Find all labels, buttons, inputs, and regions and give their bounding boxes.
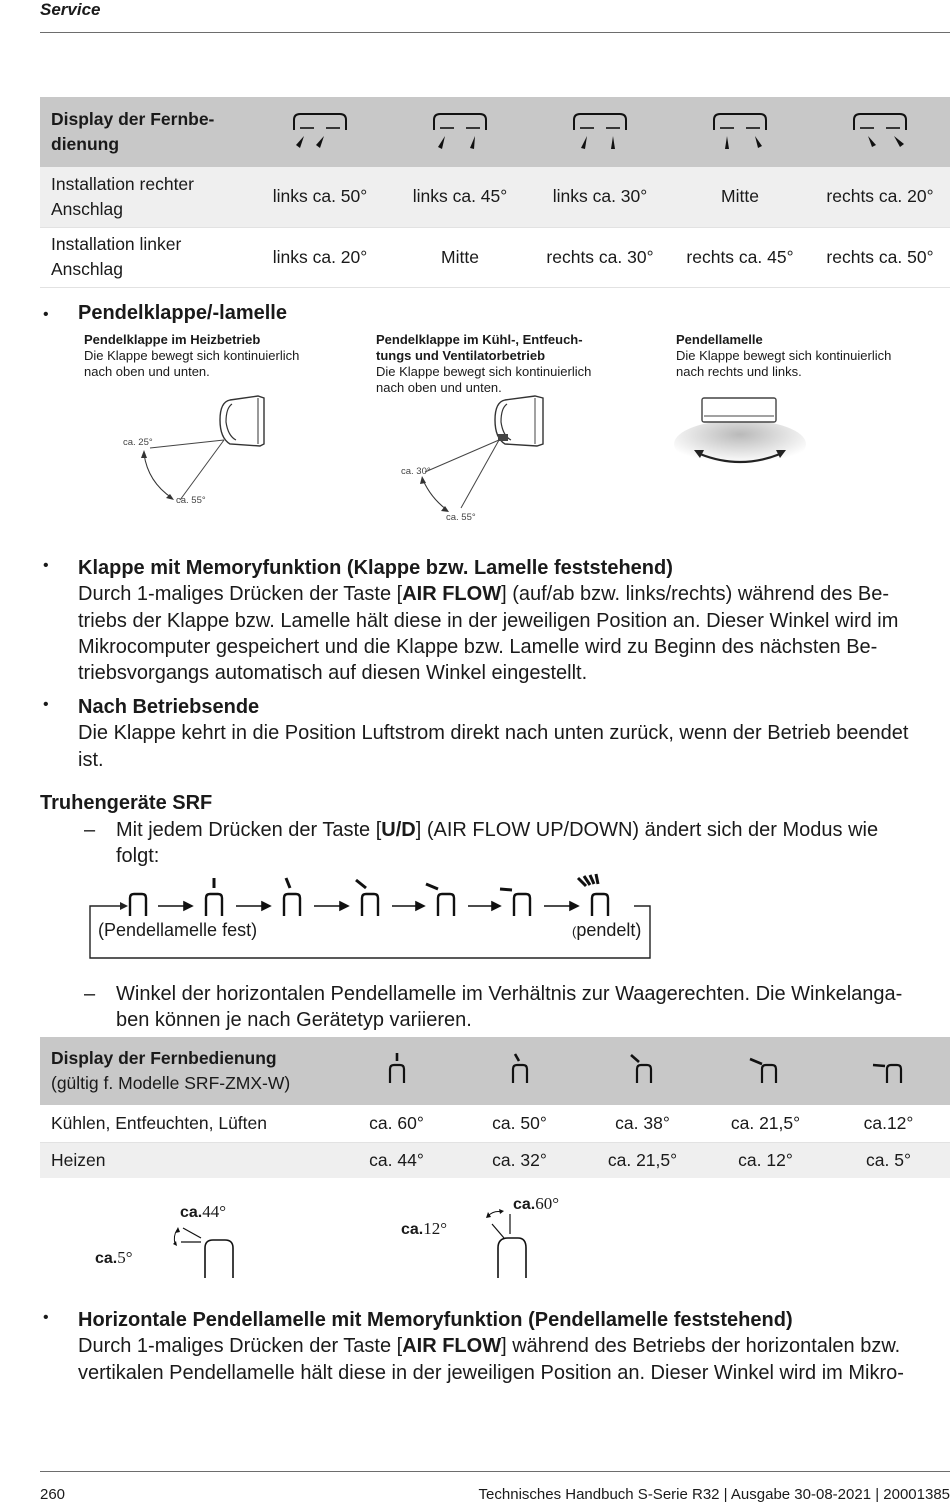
footer-divider — [40, 1471, 950, 1472]
table-cell: ca. 21,5° — [704, 1105, 827, 1142]
table-cell: rechts ca. 20° — [810, 167, 950, 227]
remote-display-icon — [810, 97, 950, 167]
section-title: Nach Betriebsende — [78, 696, 260, 718]
table-header-label: Display der Fernbedienung (gültig f. Modelle SRF-ZMX-W) — [40, 1037, 335, 1105]
table-cell: rechts ca. 50° — [810, 227, 950, 287]
angle-label: ca. 55° — [446, 512, 476, 523]
srf-heading: Truhengeräte SRF — [40, 792, 213, 814]
angle-label: ca. 25° — [123, 437, 153, 448]
page-header-title: Service — [40, 0, 101, 19]
section-title: Horizontale Pendellamelle mit Memoryfunktion (Pendellamelle feststehend) — [78, 1309, 793, 1331]
section-title: Pendelklappe/-lamelle — [78, 302, 287, 324]
table-row — [40, 167, 950, 227]
pendel-cooling-text: Pendelklappe im Kühl-, Entfeuch- tungs und Ventilatorbetrieb Die Klappe bewegt sich kontinuierlich nach oben und unten. — [376, 332, 592, 395]
angle-label: ca.12° — [401, 1219, 448, 1238]
angle-fig-heating — [165, 1222, 245, 1280]
pendellamelle-diagram — [670, 392, 810, 472]
table-cell: ca. 12° — [704, 1142, 827, 1178]
angle-label: ca.44° — [180, 1202, 227, 1221]
table-cell: Mitte — [390, 227, 530, 287]
sequence-right-label: (pendelt) — [572, 920, 642, 940]
dash: – — [84, 819, 96, 841]
table-cell: Mitte — [670, 167, 810, 227]
header-divider — [40, 32, 950, 33]
remote-display-icon — [670, 97, 810, 167]
louver-position-icon — [335, 1037, 458, 1105]
row-label: Kühlen, Entfeuchten, Lüften — [40, 1105, 335, 1142]
page-number: 260 — [40, 1486, 66, 1503]
row-label: Heizen — [40, 1142, 335, 1178]
louver-position-icon — [827, 1037, 950, 1105]
sequence-left-label: (Pendellamelle fest) — [98, 920, 258, 940]
table-header-row — [40, 97, 950, 167]
dash: – — [84, 983, 96, 1005]
table-cell: links ca. 20° — [250, 227, 390, 287]
table-cell: ca. 32° — [458, 1142, 581, 1178]
louver-display-table — [40, 97, 950, 288]
mode-sequence-diagram — [86, 872, 656, 962]
table-row — [40, 227, 950, 287]
angle-label: ca.5° — [95, 1248, 133, 1267]
remote-display-icon — [390, 97, 530, 167]
angle-label: ca.60° — [513, 1194, 560, 1213]
srf-item1: Mit jedem Drücken der Taste [U/D] (AIR FLOW UP/DOWN) ändert sich der Modus wie folgt: — [116, 819, 879, 868]
table-header-row — [40, 1037, 950, 1105]
row-label: Installation rechter Anschlag — [40, 167, 250, 227]
table-cell: links ca. 45° — [390, 167, 530, 227]
after-section: Nach Betriebsende Die Klappe kehrt in die Position Luftstrom direkt nach unten zurück, wenn der Betrieb beendet ist. — [78, 694, 950, 773]
section-title: Klappe mit Memoryfunktion (Klappe bzw. Lamelle feststehend) — [78, 557, 673, 579]
header-label-line: Display der Fernbe- — [51, 109, 215, 129]
pendel-heating-text: Pendelklappe im Heizbetrieb Die Klappe bewegt sich kontinuierlich nach oben und unten. — [84, 332, 300, 379]
table-cell: ca. 50° — [458, 1105, 581, 1142]
table-row — [40, 1142, 950, 1178]
remote-display-icon — [250, 97, 390, 167]
table-header-label — [40, 97, 250, 167]
louver-position-icon — [704, 1037, 827, 1105]
pendellamelle-text: Pendellamelle Die Klappe bewegt sich kontinuierlich nach rechts und links. — [676, 332, 892, 379]
table-cell: ca. 60° — [335, 1105, 458, 1142]
louver-position-icon — [581, 1037, 704, 1105]
louver-position-icon — [458, 1037, 581, 1105]
angle-label: ca. 30° — [401, 466, 431, 477]
memory-section: Klappe mit Memoryfunktion (Klappe bzw. Lamelle feststehend) Durch 1-maliges Drücken der Taste [AIR FLOW] (auf/ab bzw. links/rechts) während des Be- triebs der Klappe bzw. Lamelle hält diese in der jeweiligen Position an. Dieser Winkel wird im Mikrocomputer gespeichert und die Klappe bzw. Lamelle wird zu Beginn des nächsten Be- triebsvorgangs automatisch auf diesen Winkel eingestellt. — [78, 555, 950, 686]
row-label: Installation linker Anschlag — [40, 227, 250, 287]
remote-display-icon — [530, 97, 670, 167]
srf-item2: Winkel der horizontalen Pendellamelle im Verhältnis zur Waagerechten. Die Winkelanga- ben können je nach Gerätetyp variieren. — [116, 983, 903, 1032]
header-label-line: dienung — [51, 134, 120, 154]
footer-doc-info: Technisches Handbuch S-Serie R32 | Ausgabe 30-08-2021 | 20001385 — [478, 1486, 950, 1503]
cooling-flap-diagram — [395, 390, 565, 525]
table-cell: ca.12° — [827, 1105, 950, 1142]
table-cell: ca. 5° — [827, 1142, 950, 1178]
srf-angle-table — [40, 1037, 950, 1178]
horizontal-section: Horizontale Pendellamelle mit Memoryfunktion (Pendellamelle feststehend) Durch 1-maliges Drücken der Taste [AIR FLOW] während des Betriebs der horizontalen bzw. vertikalen Pendellamelle hält diese in der jeweiligen Position an. Dieser Winkel wird im Mikro- — [78, 1307, 950, 1386]
table-cell: links ca. 50° — [250, 167, 390, 227]
table-cell: ca. 38° — [581, 1105, 704, 1142]
table-cell: rechts ca. 45° — [670, 227, 810, 287]
table-cell: ca. 44° — [335, 1142, 458, 1178]
angle-label: ca. 55° — [176, 495, 206, 506]
angle-fig-cooling — [482, 1208, 542, 1280]
table-cell: rechts ca. 30° — [530, 227, 670, 287]
table-row — [40, 1105, 950, 1142]
table-cell: ca. 21,5° — [581, 1142, 704, 1178]
table-cell: links ca. 30° — [530, 167, 670, 227]
